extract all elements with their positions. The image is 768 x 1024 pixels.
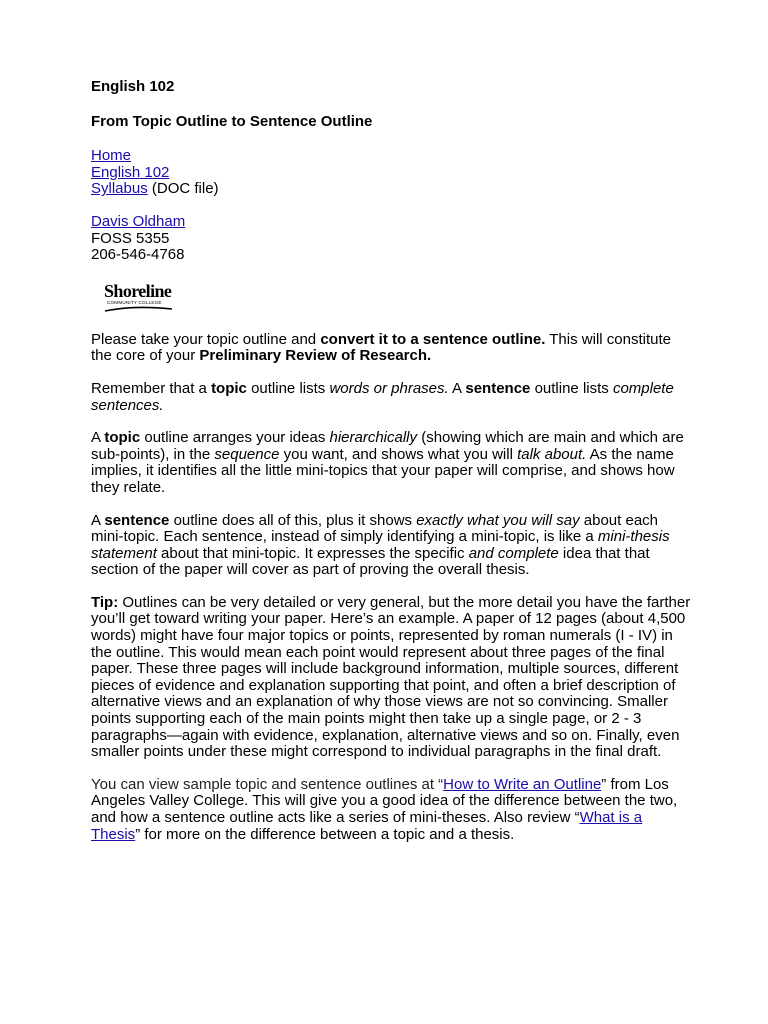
logo-subtext: COMMUNITY COLLEGE <box>107 299 162 305</box>
what-is-a-thesis-link[interactable]: What is a Thesis <box>91 809 643 843</box>
syllabus-link[interactable]: Syllabus <box>91 180 148 198</box>
paragraph-4: A sentence outline does all of this, plus it shows exactly what you will say about each mini-topic. Each sentence, instead of simply identifying a mini-topic, is like a mini-thesis statement about that mini-topic. It expresses the specific and complete idea that that section of the paper will cover as part of proving the overall thesis. <box>91 511 670 579</box>
syllabus-note: (DOC file) <box>147 180 219 198</box>
shoreline-logo <box>104 280 174 316</box>
logo-wordmark: Shoreline <box>104 280 172 301</box>
page-title: English 102 <box>91 78 175 95</box>
phone: 206-546-4768 <box>91 246 185 264</box>
page-subtitle: From Topic Outline to Sentence Outline <box>91 112 373 130</box>
nav-links <box>91 148 691 198</box>
shoreline-logo-graphic <box>104 280 174 316</box>
office: FOSS 5355 <box>91 229 170 247</box>
logo-swoosh <box>105 307 172 311</box>
home-link[interactable]: Home <box>91 147 132 165</box>
paragraph-3: A topic outline arranges your ideas hierarchically (showing which are main and which are sub-points), in the sequence you want, and shows what you will talk about. As the name implies, it identifies all the little mini-topics that your paper will comprise, and shows how they relate. <box>91 429 684 496</box>
document-content <box>91 79 691 843</box>
paragraph-resources: You can view sample topic and sentence outlines at “How to Write an Outline” from Los Angeles Valley College. This will give you a good idea of the difference between the two, and how a sentence outline acts like a series of mini-theses. Also review “What is a Thesis” for more on the difference between a topic and a thesis. <box>91 775 678 843</box>
how-to-write-outline-link[interactable]: How to Write an Outline <box>443 775 602 793</box>
paragraph-1: Please take your topic outline and convert it to a sentence outline. This will constitute the core of your Preliminary Review of Research. <box>91 330 671 365</box>
instructor-link[interactable]: Davis Oldham <box>91 212 186 230</box>
contact-block <box>91 214 691 264</box>
english-102-link[interactable]: English 102 <box>91 163 170 181</box>
paragraph-2: Remember that a topic outline lists words or phrases. A sentence outline lists complete sentences. <box>91 379 674 414</box>
paragraph-tip: Tip: Outlines can be very detailed or very general, but the more detail you have the farther you’ll get toward writing your paper. Here’s an example. A paper of 12 pages (about 4,500 words) might have four major topics or points, represented by roman numerals (I - IV) in the outline. This would mean each point would represent about three pages of the final paper. These three pages will include background information, multiple sources, different pieces of evidence and explanation supporting that point, and often a brief description of alternative views and an explanation of why those views are not so convincing. Smaller points supporting each of the main points might then take up a single page, or 2 - 3 paragraphs—again with evidence, explanation, alternative views and so on. Finally, even smaller points under these might correspond to individual paragraphs in the final draft. <box>91 593 691 761</box>
